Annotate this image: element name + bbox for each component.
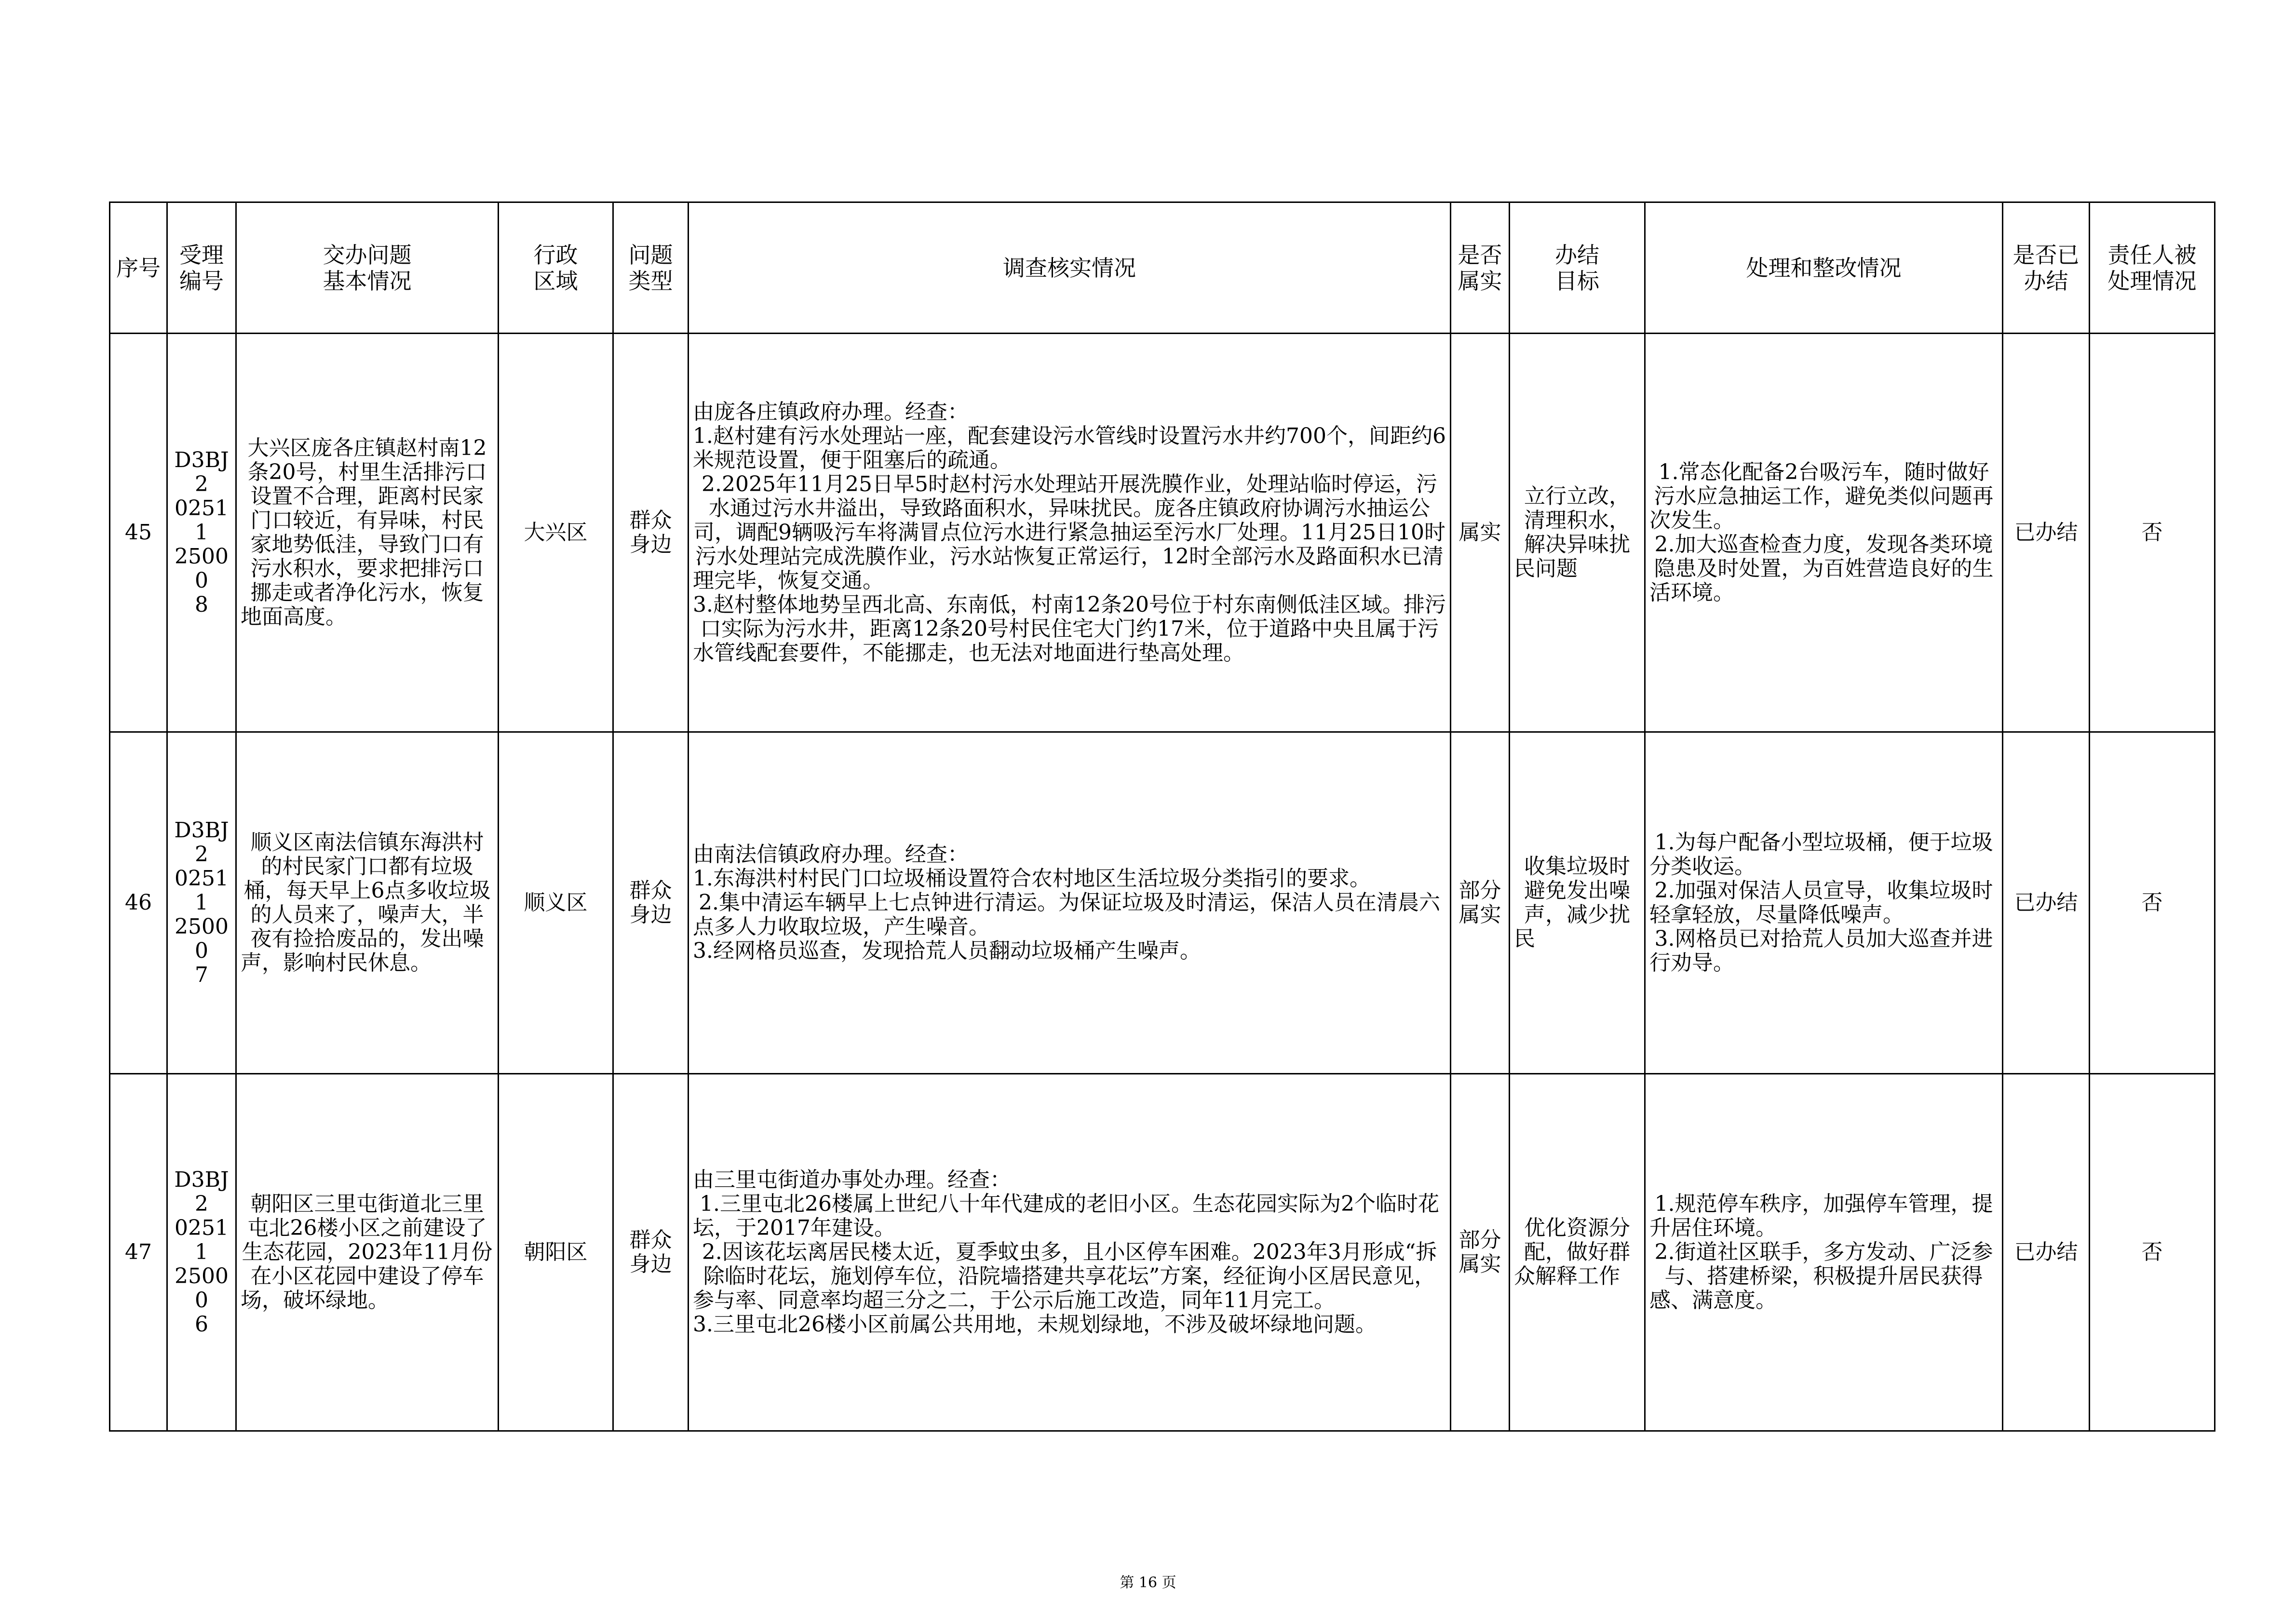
cell-goal: 优化资源分配，做好群众解释工作 <box>1510 1074 1645 1431</box>
cell-punished: 否 <box>2090 732 2215 1074</box>
cell-punished: 否 <box>2090 1074 2215 1431</box>
cell-handling: 1.规范停车秩序，加强停车管理，提升居住环境。 2.街道社区联手，多方发动、广泛参与、搭建桥梁，积极提升居民获得感、满意度。 <box>1645 1074 2003 1431</box>
cell-no: 45 <box>110 334 167 732</box>
header-issue: 交办问题 基本情况 <box>236 202 499 334</box>
cell-district: 大兴区 <box>499 334 613 732</box>
cell-closed: 已办结 <box>2003 334 2090 732</box>
header-handling: 处理和整改情况 <box>1645 202 2003 334</box>
table-row <box>110 334 2215 732</box>
cell-type: 群众 身边 <box>613 1074 689 1431</box>
table-header-row <box>110 202 2215 334</box>
cell-no: 47 <box>110 1074 167 1431</box>
cell-investigation: 由三里屯街道办事处办理。经查： 1.三里屯北26楼属上世纪八十年代建成的老旧小区。生态花园实际为2个临时花坛，于2017年建设。 2.因该花坛离居民楼太近，夏季蚊虫多，且小区停车困难。2023年3月形成“拆除临时花坛，施划停车位，沿院墙搭建共享花坛”方案，经征询小区居民意见，参与率、同意率均超三分之二，于公示后施工改造，同年11月完工。 3.三里屯北26楼小区前属公共用地，未规划绿地，不涉及破坏绿地问题。 <box>689 1074 1451 1431</box>
header-no: 序号 <box>110 202 167 334</box>
cell-goal: 收集垃圾时避免发出噪声，减少扰民 <box>1510 732 1645 1074</box>
header-punished: 责任人被 处理情况 <box>2090 202 2215 334</box>
cell-district: 朝阳区 <box>499 1074 613 1431</box>
page-number: 第 16 页 <box>1120 1574 1176 1591</box>
header-goal: 办结 目标 <box>1510 202 1645 334</box>
cell-closed: 已办结 <box>2003 1074 2090 1431</box>
table-row <box>110 1074 2215 1431</box>
cell-issue: 顺义区南法信镇东海洪村的村民家门口都有垃圾桶，每天早上6点多收垃圾的人员来了，噪声大，半夜有捡拾废品的，发出噪声，影响村民休息。 <box>236 732 499 1074</box>
cell-investigation: 由南法信镇政府办理。经查： 1.东海洪村村民门口垃圾桶设置符合农村地区生活垃圾分类指引的要求。 2.集中清运车辆早上七点钟进行清运。为保证垃圾及时清运，保洁人员在清晨六点多人力收取垃圾，产生噪音。 3.经网格员巡查，发现拾荒人员翻动垃圾桶产生噪声。 <box>689 732 1451 1074</box>
cell-verified: 部分 属实 <box>1451 1074 1510 1431</box>
cell-investigation: 由庞各庄镇政府办理。经查： 1.赵村建有污水处理站一座，配套建设污水管线时设置污水井约700个，间距约6米规范设置，便于阻塞后的疏通。 2.2025年11月25日早5时赵村污水处理站开展洗膜作业，处理站临时停运，污水通过污水井溢出，导致路面积水，异味扰民。庞各庄镇政府协调污水抽运公司，调配9辆吸污车将满冒点位污水进行紧急抽运至污水厂处理。11月25日10时污水处理站完成洗膜作业，污水站恢复正常运行，12时全部污水及路面积水已清理完毕，恢复交通。 3.赵村整体地势呈西北高、东南低，村南12条20号位于村东南侧低洼区域。排污口实际为污水井，距离12条20号村民住宅大门约17米，位于道路中央且属于污水管线配套要件，不能挪走，也无法对地面进行垫高处理。 <box>689 334 1451 732</box>
header-id: 受理 编号 <box>167 202 236 334</box>
cell-goal: 立行立改，清理积水，解决异味扰民问题 <box>1510 334 1645 732</box>
header-closed: 是否已 办结 <box>2003 202 2090 334</box>
cell-district: 顺义区 <box>499 732 613 1074</box>
header-type: 问题 类型 <box>613 202 689 334</box>
cell-handling: 1.为每户配备小型垃圾桶，便于垃圾分类收运。 2.加强对保洁人员宣导，收集垃圾时轻拿轻放，尽量降低噪声。 3.网格员已对拾荒人员加大巡查并进行劝导。 <box>1645 732 2003 1074</box>
cell-type: 群众 身边 <box>613 732 689 1074</box>
header-investigation: 调查核实情况 <box>689 202 1451 334</box>
cell-punished: 否 <box>2090 334 2215 732</box>
cell-verified: 部分 属实 <box>1451 732 1510 1074</box>
header-verified: 是否 属实 <box>1451 202 1510 334</box>
cell-closed: 已办结 <box>2003 732 2090 1074</box>
supervision-table <box>109 201 2215 1432</box>
cell-type: 群众 身边 <box>613 334 689 732</box>
cell-handling: 1.常态化配备2台吸污车，随时做好污水应急抽运工作，避免类似问题再次发生。 2.加大巡查检查力度，发现各类环境隐患及时处置，为百姓营造良好的生活环境。 <box>1645 334 2003 732</box>
cell-issue: 大兴区庞各庄镇赵村南12条20号，村里生活排污口设置不合理，距离村民家门口较近，有异味，村民家地势低洼，导致门口有污水积水，要求把排污口挪走或者净化污水，恢复地面高度。 <box>236 334 499 732</box>
cell-issue: 朝阳区三里屯街道北三里屯北26楼小区之前建设了生态花园，2023年11月份在小区花园中建设了停车场，破坏绿地。 <box>236 1074 499 1431</box>
header-district: 行政 区域 <box>499 202 613 334</box>
cell-id: D3BJ2 02511 25000 6 <box>167 1074 236 1431</box>
cell-verified: 属实 <box>1451 334 1510 732</box>
cell-id: D3BJ2 02511 25000 8 <box>167 334 236 732</box>
cell-no: 46 <box>110 732 167 1074</box>
table-row <box>110 732 2215 1074</box>
cell-id: D3BJ2 02511 25000 7 <box>167 732 236 1074</box>
